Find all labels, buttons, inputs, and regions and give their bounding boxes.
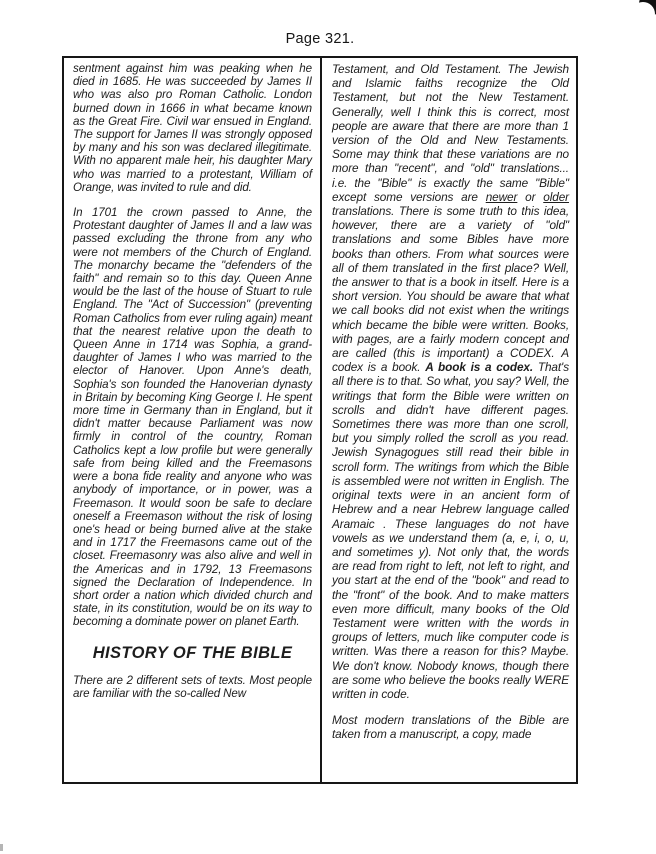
- text-segment: or: [517, 189, 544, 204]
- underlined-word-older: older: [543, 189, 569, 204]
- underlined-word-newer: newer: [485, 189, 518, 204]
- scan-edge-mark: [0, 844, 3, 851]
- right-column: [322, 58, 576, 782]
- page-number: Page 321.: [285, 31, 355, 47]
- text-segment: That's all there is to that. So what, you say? Well, the writings that form the Bible were written on scrolls and didn't have different pages. Sometimes there was more than one scroll, but you simply rolled the scroll as you read. Jewish Synagogues still read their bible in scroll form. The writings from which the Bible is assembled were not written in English. The original texts were in an ancient form of Hebrew and a near Hebrew language called Aramaic . These languages do not have vowels as we understand them (a, e, i, o, u, and sometimes y). Not only that, the words are read from right to left, not left to right, and you start at the end of the "book" and read to the "front" of the book. And to make matters even more difficult, many books of the Old Testament were written with the words in groups of letters, much like computer code is written. Was there a reason for this? Maybe. We don't know. Nobody knows, though there are some who believe the books really WERE written in code.: [332, 360, 569, 701]
- paragraph-right-2: Most modern translations of the Bible are taken from a manuscript, a copy, made: [332, 713, 569, 742]
- text-segment: translations. There is some truth to this idea, however, there are a variety of "old" translations and some Bibles have more books than others. From what sources were all of them translated in the first place? Well, the answer to that is a book in itself. Here is a short version. You should be aware that what we call books did not exist when the writings which became the bible were written. Books, with pages, are a fairly modern concept and are called (this is important) a CODEX. A codex is a book.: [332, 204, 569, 375]
- text-segment: Testament, and Old Testament. The Jewish and Islamic faiths recognize the Old Testament, but not the New Testament. Generally, well I think this is correct, most people are aware that there are more than 1 version of the Old and New Testaments. Some may think that these variations are no more than "recent", and "old" translations... i.e. the "Bible" is exactly the same "Bible" except some versions are: [332, 62, 569, 204]
- section-heading: HISTORY OF THE BIBLE: [92, 643, 293, 662]
- bold-phrase: A book is a codex.: [425, 360, 534, 375]
- paragraph-right-1: [332, 62, 569, 701]
- page-curl-mark: [639, 0, 656, 16]
- paragraph-left-1: sentment against him was peaking when he died in 1685. He was succeeded by James II who was also pro Roman Catholic. London burned down in 1666 in what became known as the Great Fire. Civil war ensued in England. The support for James II was strongly opposed by many and his son was declared illegitimate. With no apparent male heir, his daughter Mary who was married to a protestant, William of Orange, was invited to rule and did.: [73, 62, 312, 194]
- left-column: [64, 58, 322, 782]
- page-frame: [62, 56, 578, 784]
- paragraph-left-2: In 1701 the crown passed to Anne, the Protestant daughter of James II and a law was passed excluding the throne from any who were not members of the Church of England. The monarchy became the "defenders of the faith" and remain so to this day. Queen Anne would be the last of the house of Stuart to rule England. The "Act of Succession" (preventing Roman Catholics from ever ruling again) meant that the nearest relative upon the death to Queen Anne in 1714 was Sophia, a grand-daughter of James I who was married to the elector of Hanover. Upon Anne's death, Sophia's son founded the Hanoverian dynasty in Britain by becoming King George I. He spent more time in Germany than in England, but it didn't matter because Parliament was now firmly in control of the country, Roman Catholics kept a low profile but were generally safe from being killed and the Freemasons were a bona fide reality and anyone who was anybody of importance, or in power, was a Freemason. It would soon be safe to declare oneself a Freemason without the risk of losing one's head or being burned alive at the stake and in 1717 the Freemasons came out of the closet. Freemasonry was also alive and well in the Americas and in 1792, 13 Freemasons signed the Declaration of Independence. In short order a nation which divided church and state, in its constitution, would be on its way to becoming a dominate power on planet Earth.: [73, 206, 312, 629]
- paragraph-left-3: There are 2 different sets of texts. Most people are familiar with the so-called New: [73, 673, 312, 700]
